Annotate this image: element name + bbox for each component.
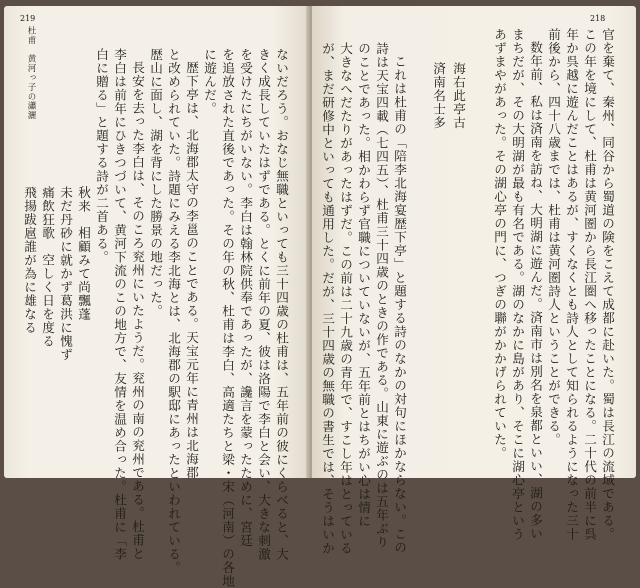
left-poem	[20, 186, 92, 426]
text-column: 李白は前年にひきつづいて、黄河下流のこの地方で、友情を温め合った。杜甫に「李	[112, 48, 127, 561]
poem-line: 未だ丹砂に就かず葛洪に愧ず	[58, 186, 73, 362]
left-running-title	[26, 26, 36, 166]
text-column: 数年前、私は済南を訪ね、大明湖に遊んだ。済南市は別名を泉都といい、湖の多い	[528, 41, 543, 541]
right-body-text-bottom	[318, 42, 408, 555]
couplet-line: 海右此亭古	[451, 62, 466, 130]
text-column: に遊んだ。	[202, 48, 217, 116]
text-column: まちだが、その大明湖が最も有名である。湖のなかに島があり、そこに湖心亭という	[510, 28, 525, 541]
text-column: 白に贈る」と題する詩が二首ある。	[94, 48, 109, 264]
text-column: 年か呉越に遊んだことはあるが、すくなくとも詩人として知られるようになった三十	[564, 28, 579, 541]
text-column: あずまやがあった。その湖心亭の門に、つぎの聯がかかげられていた。	[492, 28, 507, 460]
couplet	[428, 62, 468, 182]
running-title-text: 杜甫 黄河っ子の瀟灑	[26, 26, 36, 120]
text-column: 詩は天宝四載（七四五）、杜甫三十四歳のときの作である。山東に遊ぶのは五年ぶり	[374, 42, 389, 549]
poem-line: 飛揚跋扈誰が為に雄なる	[22, 186, 37, 335]
text-column: 歴山に面し、湖を背にした勝景の地だった。	[148, 48, 163, 318]
text-column: 官を棄て、秦州、同谷から蜀道の険をこえて成都に赴いた。蜀は長江の流域である。	[600, 28, 615, 541]
right-body-text-top	[490, 28, 616, 541]
text-column: 大きなへだたりがあったはずだ。この前は二十九歳の青年で、すこし年はとっている	[338, 42, 353, 555]
poem-line: 秋来 相顧みて尚飄蓬	[76, 186, 91, 321]
text-column: 前後から、四十八歳までは、杜甫は黄河圏詩人ということができる。	[546, 28, 561, 447]
text-column: 歴下亭は、北海郡太守の李邕のことである。天宝元年に青州は北海郡	[184, 61, 199, 480]
text-column: この年を境にして、杜甫は黄河圏から長江圏へ移ったことになる。二十代の前半に呉	[582, 28, 597, 541]
text-column: きく成長していたはずである。とくに前年の夏、彼は洛陽で李白と会い、大きな刺激	[256, 48, 271, 561]
text-column: を追放された直後であった。その年の秋、杜甫は李白、高適たちと梁・宋（河南）の各地	[220, 48, 235, 588]
text-column: を受けたにちがいない。李白は翰林院供奉であったが、讒言を蒙ったために、宮廷	[238, 48, 253, 548]
right-page-number: 218	[590, 14, 606, 23]
left-body-text	[92, 48, 290, 588]
text-column: と改められていた。詩題にみえる李北海とは、北海郡の駅邸にあったといわれている。	[166, 48, 181, 575]
text-column: ないだろう。おなじ無職といっても三十四歳の杜甫は、五年前の彼にくらべると、大	[274, 48, 289, 561]
text-column: のことであった。相かわらず官職についていないが、五年前とはちがい心は情に	[356, 42, 371, 528]
text-column: 長安を去った李白は、そのころ兖州にいたようだ。兖州の南の兖州である。杜甫と	[130, 61, 145, 561]
text-column: これは杜甫の「陪李北海宴歴下亭」と題する詩のなかの対句にほかならない。この	[392, 55, 407, 555]
poem-line: 痛飲狂歌 空しく日を度る	[40, 186, 55, 348]
couplet-line: 済南名士多	[431, 62, 446, 130]
left-page-number: 219	[20, 14, 36, 23]
text-column: が、まだ研修中といっても通用した。だが、三十四歳の無職の書生では、そうはいか	[320, 42, 335, 555]
